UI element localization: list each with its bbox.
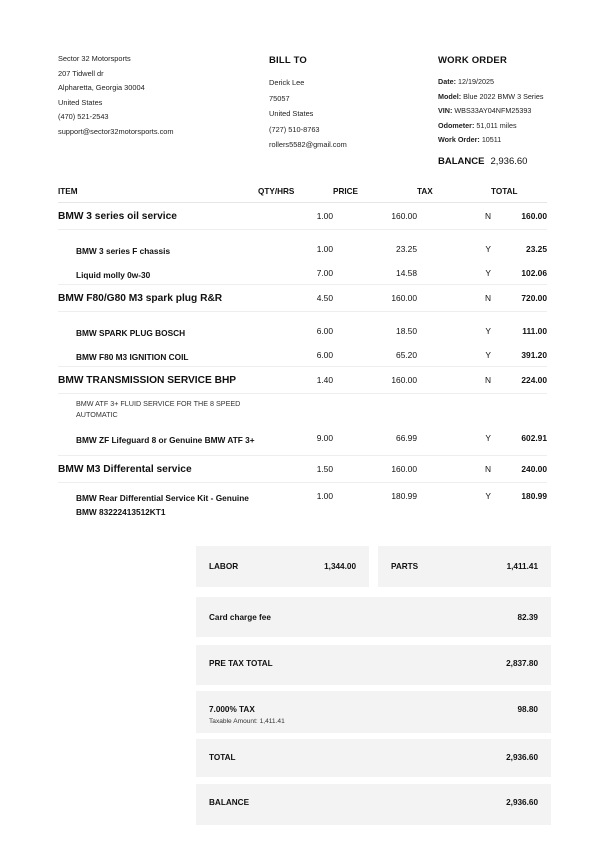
service-name: BMW 3 series oil service [58,202,258,229]
part-qty: 7.00 [258,262,333,284]
service-total: 224.00 [491,366,547,393]
part-tax: Y [417,344,491,366]
service-price: 160.00 [333,366,417,393]
customer-email: rollers5582@gmail.com [269,140,347,150]
shop-address-line-2: Alpharetta, Georgia 30004 [58,83,145,93]
part-price: 14.58 [333,262,417,284]
part-price: 66.99 [333,429,417,455]
vin-line [438,104,543,119]
part-row [58,429,547,455]
odometer-value: 51,011 miles [476,120,517,130]
shop-info [58,52,174,140]
part-name: Liquid molly 0w-30 [58,262,258,284]
part-total: 391.20 [491,344,547,366]
part-qty: 6.00 [316,325,333,336]
shop-phone: (470) 521-2543 [58,112,109,122]
customer-country: United States [269,109,314,119]
table-header-row [58,182,547,202]
part-tax: Y [417,429,491,455]
service-name: BMW F80/G80 M3 spark plug R&R [58,284,258,311]
header-balance [438,156,527,167]
parts-label: PARTS [391,562,419,571]
model-line [438,90,543,105]
service-qty: 1.50 [258,455,333,482]
service-row [58,455,547,482]
odometer-label: Odometer: [438,120,475,130]
part-row [58,482,547,524]
part-tax: Y [485,490,491,501]
service-row [58,202,547,229]
part-qty: 1.00 [316,490,333,501]
service-name: BMW TRANSMISSION SERVICE BHP [58,366,258,393]
labor-box [196,546,369,587]
tax-value: 98.80 [517,705,538,714]
odometer-line [438,119,543,134]
line-items-table [58,182,547,524]
part-row [58,344,547,366]
labor-value: 1,344.00 [324,562,356,571]
part-name: BMW SPARK PLUG BOSCH [76,327,186,338]
part-tax: Y [417,262,491,284]
pretax-total-value: 2,837.80 [506,659,538,668]
model-label: Model: [438,91,462,101]
part-price: 65.20 [333,344,417,366]
date-value: 12/19/2025 [457,77,494,86]
card-fee-box [196,597,551,637]
part-price: 23.25 [396,243,417,254]
work-order-number-value: 10511 [481,135,502,145]
work-order-title: WORK ORDER [438,55,508,66]
service-qty: 1.40 [258,366,333,393]
bill-to-title: BILL TO [269,55,307,66]
service-total: 240.00 [491,455,547,482]
part-name: BMW ZF Lifeguard 8 or Genuine BMW ATF 3+ [58,429,258,455]
part-name: BMW F80 M3 IGNITION COIL [58,344,258,366]
bill-to [269,52,347,153]
service-description: BMW ATF 3+ FLUID SERVICE FOR THE 8 SPEED AUTOMATIC [76,398,241,419]
service-description-row [58,393,547,429]
col-header-item: ITEM [58,182,258,202]
service-row [58,284,547,311]
service-tax: N [417,202,491,229]
part-name: BMW 3 series F chassis [76,245,171,256]
part-price: 180.99 [391,490,417,501]
work-order-number-label: Work Order: [438,135,480,145]
pretax-total-box [196,645,551,685]
model-value: Blue 2022 BMW 3 Series [463,91,544,101]
col-header-price: PRICE [333,182,417,202]
service-qty: 1.00 [258,202,333,229]
col-header-total: TOTAL [491,182,547,202]
taxable-amount: Taxable Amount: 1,411.41 [209,718,285,725]
part-total: 102.06 [491,262,547,284]
service-tax: N [417,284,491,311]
service-total: 720.00 [491,284,547,311]
date-line [438,75,543,90]
header-balance-label: BALANCE [438,156,485,167]
part-total: 602.91 [491,429,547,455]
total-value: 2,936.60 [506,753,538,762]
card-fee-value: 82.39 [517,613,538,622]
shop-name: Sector 32 Motorsports [58,54,131,63]
part-tax: Y [485,325,491,336]
part-name: BMW Rear Differential Service Kit - Genuine BMW 83222413512KT1 [76,492,249,517]
part-qty: 9.00 [258,429,333,455]
part-row [58,262,547,284]
vin-label: VIN: [438,106,453,116]
part-tax: Y [485,243,491,254]
part-total: 180.99 [521,490,547,501]
part-row [58,311,547,344]
part-qty: 6.00 [258,344,333,366]
header-balance-value: 2,936.60 [490,156,528,167]
shop-address-line-1: 207 Tidwell dr [58,68,104,78]
part-price: 18.50 [396,325,417,336]
service-tax: N [417,455,491,482]
service-name: BMW M3 Differental service [58,455,258,482]
col-header-qty: QTY/HRS [258,182,333,202]
shop-country: United States [58,97,103,107]
balance-value: 2,936.60 [506,798,538,807]
service-price: 160.00 [333,455,417,482]
part-qty: 1.00 [316,243,333,254]
work-order-info [438,52,543,148]
work-order-number-line [438,133,543,148]
vin-value: WBS33AY04NFM25393 [454,106,532,116]
tax-box [196,691,551,733]
balance-box [196,784,551,825]
customer-zip: 75057 [269,93,290,103]
col-header-tax: TAX [417,182,491,202]
balance-label: BALANCE [209,798,250,807]
part-total: 111.00 [522,325,547,336]
service-total: 160.00 [491,202,547,229]
service-price: 160.00 [333,202,417,229]
card-fee-label: Card charge fee [209,613,271,622]
parts-box [378,546,551,587]
service-tax: N [417,366,491,393]
date-label: Date: [438,77,456,86]
tax-label: 7.000% TAX [209,705,255,714]
service-price: 160.00 [333,284,417,311]
customer-name: Derick Lee [269,78,305,87]
total-label: TOTAL [209,753,236,762]
service-row [58,366,547,393]
shop-email: support@sector32motorsports.com [58,126,174,136]
customer-phone: (727) 510-8763 [269,124,320,134]
part-row [58,229,547,262]
pretax-total-label: PRE TAX TOTAL [209,659,273,668]
parts-value: 1,411.41 [506,562,538,571]
total-box [196,739,551,777]
service-qty: 4.50 [258,284,333,311]
labor-label: LABOR [209,562,239,571]
part-total: 23.25 [526,243,547,254]
